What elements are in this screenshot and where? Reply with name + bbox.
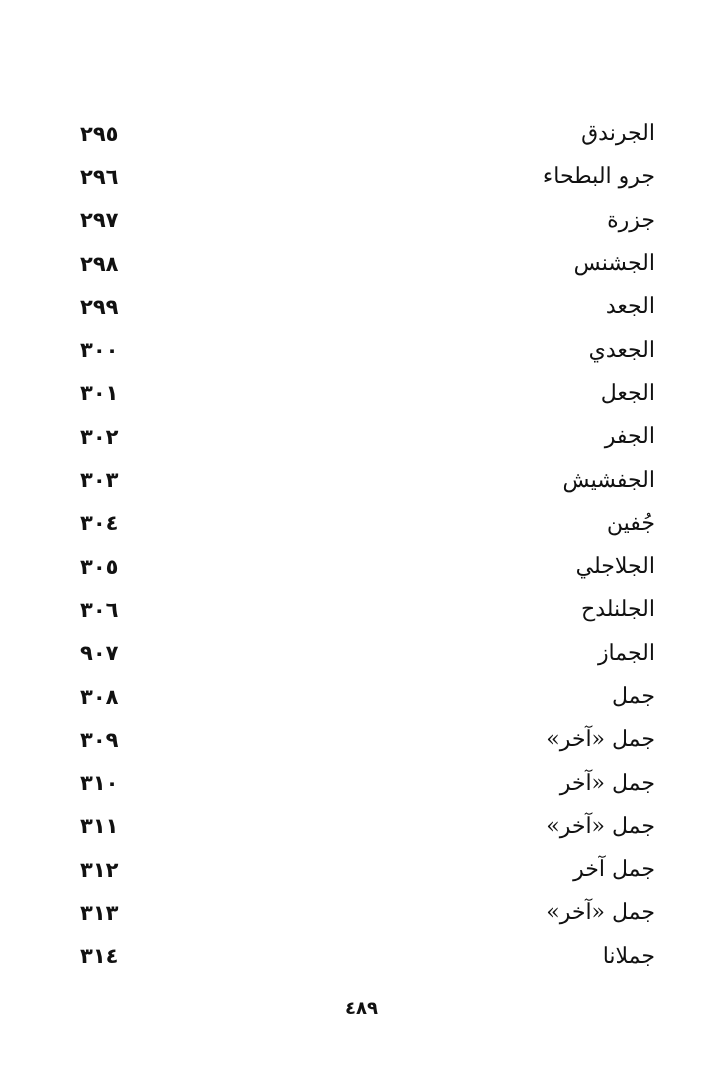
entry-name: جُفين xyxy=(606,510,655,536)
entry-name: الجلاجلي xyxy=(575,554,655,580)
index-row xyxy=(80,415,655,458)
entry-name: الجشنس xyxy=(573,251,655,277)
index-row xyxy=(80,718,655,761)
entry-number: ٣٠٥ xyxy=(80,554,119,579)
entry-number: ٣١٢ xyxy=(80,857,119,882)
page-number: ٤٨٩ xyxy=(345,998,378,1019)
entry-number: ٣٠٩ xyxy=(80,727,119,752)
index-row xyxy=(80,112,655,155)
entry-name: الجعل xyxy=(600,380,655,406)
entry-number: ٣٠٤ xyxy=(80,511,119,536)
index-row xyxy=(80,458,655,501)
entry-name: الجعدي xyxy=(588,337,655,363)
index-row xyxy=(80,891,655,934)
entry-number: ٢٩٩ xyxy=(80,294,119,319)
entry-name: الجرندق xyxy=(581,121,655,147)
entry-name: الجماز xyxy=(597,640,655,666)
entry-number: ٣١٣ xyxy=(80,900,119,925)
index-row xyxy=(80,199,655,242)
index-row xyxy=(80,632,655,675)
entry-name: الجعد xyxy=(605,294,655,320)
entry-number: ٣١١ xyxy=(80,814,119,839)
entry-name: جمل «آخر» xyxy=(546,813,655,839)
index-row xyxy=(80,502,655,545)
index-row xyxy=(80,848,655,891)
entry-number: ٣٠٢ xyxy=(80,424,119,449)
entry-name: الجلنلدح xyxy=(581,597,655,623)
entry-number: ٣٠٨ xyxy=(80,684,119,709)
entry-number: ٢٩٦ xyxy=(80,164,119,189)
entry-number: ٣٠٦ xyxy=(80,597,119,622)
entry-number: ٩٠٧ xyxy=(80,641,119,666)
entry-name: جزرة xyxy=(607,207,655,233)
index-row xyxy=(80,328,655,371)
index-row xyxy=(80,588,655,631)
entry-number: ٢٩٨ xyxy=(80,251,119,276)
entry-number: ٢٩٧ xyxy=(80,208,119,233)
entry-name: جمل «آخر» xyxy=(546,900,655,926)
entry-number: ٣٠١ xyxy=(80,381,119,406)
entry-name: جمل «آخر xyxy=(559,770,655,796)
index-row xyxy=(80,805,655,848)
index-list xyxy=(80,112,655,978)
index-row xyxy=(80,545,655,588)
entry-name: جمل «آخر» xyxy=(546,727,655,753)
entry-number: ٢٩٥ xyxy=(80,121,119,146)
entry-name: جملانا xyxy=(602,943,655,969)
entry-name: جمل xyxy=(612,684,655,709)
index-row xyxy=(80,675,655,718)
index-row xyxy=(80,935,655,978)
index-row xyxy=(80,155,655,198)
index-row xyxy=(80,761,655,804)
index-row xyxy=(80,242,655,285)
entry-name: الجفر xyxy=(604,424,655,450)
entry-number: ٣١٤ xyxy=(80,944,119,969)
entry-number: ٣٠٠ xyxy=(80,338,119,363)
entry-name: جمل آخر xyxy=(573,857,655,883)
entry-number: ٣١٠ xyxy=(80,771,119,796)
index-row xyxy=(80,372,655,415)
index-row xyxy=(80,285,655,328)
entry-name: الجفشيش xyxy=(562,467,655,493)
entry-name: جرو البطحاء xyxy=(542,164,655,190)
entry-number: ٣٠٣ xyxy=(80,468,119,493)
